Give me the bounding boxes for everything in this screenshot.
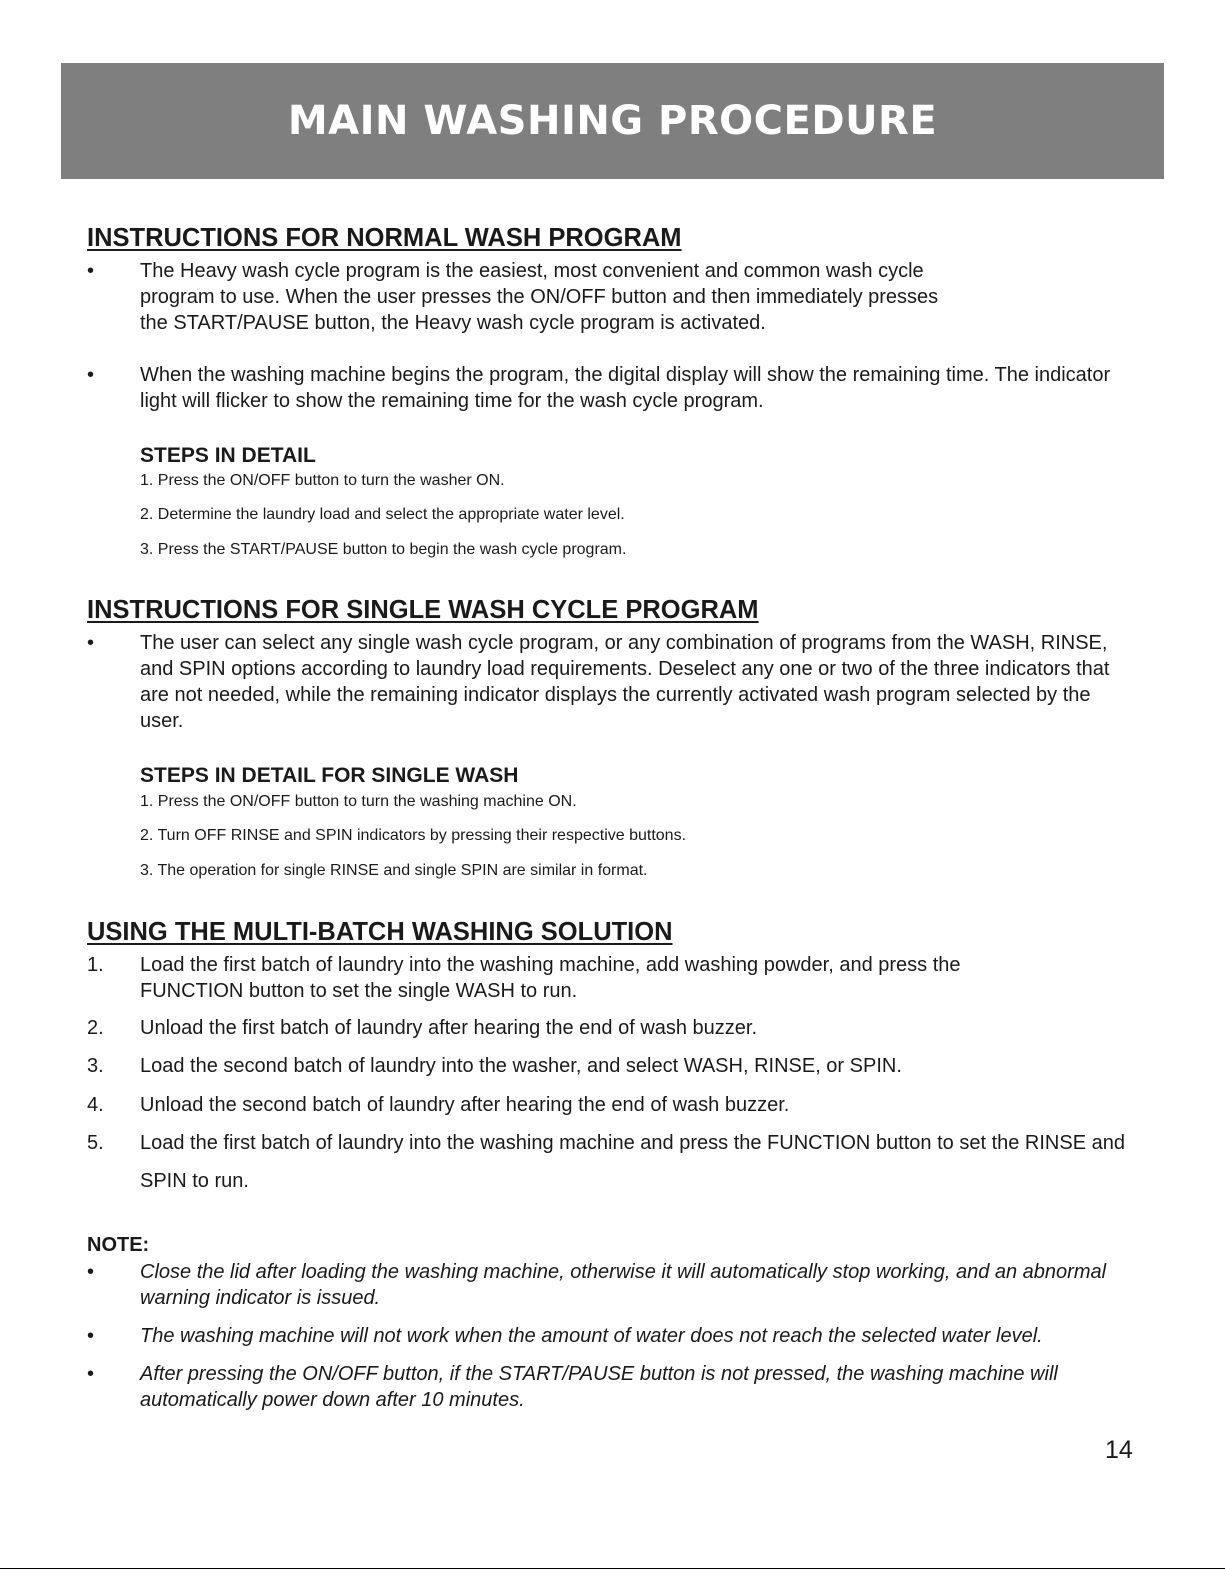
multi-item-3-text: Load the second batch of laundry into the washer, and select WASH, RINSE, or SPIN. bbox=[140, 1055, 902, 1077]
multi-item-5-text: Load the first batch of laundry into the washing machine and press the FUNCTION button to set the RINSE and SPIN to run. bbox=[140, 1132, 1125, 1192]
normal-step-2: 2. Determine the laundry load and select the appropriate water level. bbox=[140, 506, 625, 523]
multi-item-2-text: Unload the first batch of laundry after hearing the end of wash buzzer. bbox=[140, 1017, 758, 1039]
multi-item-5 bbox=[87, 1130, 1137, 1200]
item-number: 4. bbox=[87, 1094, 104, 1116]
bullet-marker: • bbox=[87, 632, 95, 654]
normal-wash-heading: INSTRUCTIONS FOR NORMAL WASH PROGRAM bbox=[87, 224, 682, 252]
multi-item-4 bbox=[87, 1092, 1137, 1118]
note-label: NOTE: bbox=[87, 1234, 150, 1256]
steps-in-detail-heading: STEPS IN DETAIL bbox=[140, 444, 316, 467]
note-bullet-3-text: After pressing the ON/OFF button, if the START/PAUSE button is not pressed, the washing machine will automatically power down after 10 minutes. bbox=[140, 1363, 1058, 1411]
note-bullet-3 bbox=[87, 1361, 1117, 1413]
bullet-marker: • bbox=[87, 1325, 95, 1347]
note-bullet-1-text: Close the lid after loading the washing machine, otherwise it will automatically stop working, and an abnormal warning indicator is issued. bbox=[140, 1261, 1107, 1309]
normal-step-1: 1. Press the ON/OFF button to turn the washer ON. bbox=[140, 472, 505, 489]
single-step-2: 2. Turn OFF RINSE and SPIN indicators by pressing their respective buttons. bbox=[140, 827, 687, 844]
item-number: 1. bbox=[87, 954, 104, 976]
bullet-marker: • bbox=[87, 260, 95, 282]
title-banner bbox=[61, 63, 1164, 179]
item-number: 5. bbox=[87, 1132, 104, 1154]
page-number: 14 bbox=[1105, 1436, 1133, 1464]
item-number: 3. bbox=[87, 1055, 104, 1077]
single-step-1: 1. Press the ON/OFF button to turn the washing machine ON. bbox=[140, 793, 577, 810]
normal-bullet-2 bbox=[87, 362, 1137, 414]
note-bullet-1 bbox=[87, 1259, 1137, 1311]
multi-item-3 bbox=[87, 1053, 1137, 1079]
page-title: MAIN WASHING PROCEDURE bbox=[287, 98, 938, 144]
single-wash-heading: INSTRUCTIONS FOR SINGLE WASH CYCLE PROGRAM bbox=[87, 596, 759, 624]
bullet-marker: • bbox=[87, 364, 95, 386]
normal-bullet-1 bbox=[87, 258, 967, 336]
multi-item-4-text: Unload the second batch of laundry after hearing the end of wash buzzer. bbox=[140, 1094, 790, 1116]
normal-bullet-1-text: The Heavy wash cycle program is the easiest, most convenient and common wash cycle program to use. When the user presses the ON/OFF button and then immediately presses the START/PAUSE button, the Heavy wash cycle program is activated. bbox=[140, 260, 939, 334]
multi-item-1 bbox=[87, 952, 1047, 1004]
bullet-marker: • bbox=[87, 1363, 95, 1385]
multi-batch-heading: USING THE MULTI-BATCH WASHING SOLUTION bbox=[87, 918, 673, 946]
note-bullet-2-text: The washing machine will not work when the amount of water does not reach the selected water level. bbox=[140, 1325, 1043, 1347]
bullet-marker: • bbox=[87, 1261, 95, 1283]
multi-item-1-text: Load the first batch of laundry into the washing machine, add washing powder, and press the FUNCTION button to set the single WASH to run. bbox=[140, 954, 961, 1002]
single-bullet-1 bbox=[87, 630, 1127, 734]
steps-single-wash-heading: STEPS IN DETAIL FOR SINGLE WASH bbox=[140, 764, 519, 787]
note-bullet-2 bbox=[87, 1323, 1137, 1349]
bottom-rule bbox=[0, 1568, 1225, 1569]
single-step-3: 3. The operation for single RINSE and single SPIN are similar in format. bbox=[140, 862, 648, 879]
multi-item-2 bbox=[87, 1015, 1137, 1041]
single-bullet-1-text: The user can select any single wash cycle program, or any combination of programs from the WASH, RINSE, and SPIN options according to laundry load requirements. Deselect any one or two of the three indicators that are not needed, while the remaining indicator displays the currently activated wash program selected by the user. bbox=[140, 632, 1110, 732]
normal-bullet-2-text: When the washing machine begins the program, the digital display will show the remaining time. The indicator light will flicker to show the remaining time for the wash cycle program. bbox=[140, 364, 1111, 412]
item-number: 2. bbox=[87, 1017, 104, 1039]
normal-step-3: 3. Press the START/PAUSE button to begin the wash cycle program. bbox=[140, 541, 627, 558]
